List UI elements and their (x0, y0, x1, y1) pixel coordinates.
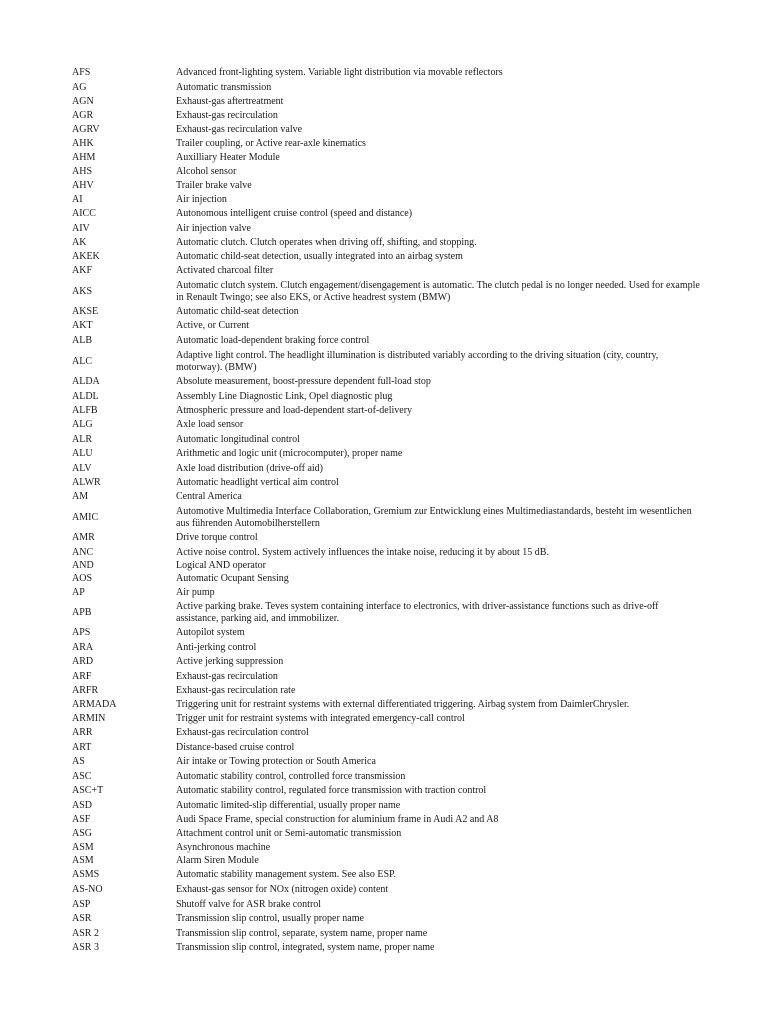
abbreviation: ASMS (72, 869, 100, 880)
glossary-row (72, 669, 702, 684)
abbreviation: AIV (72, 222, 90, 234)
abbreviation: AKT (72, 320, 93, 331)
definition: Transmission slip control, usually proper name (176, 913, 364, 924)
definition: Automatic longitudinal control (176, 433, 300, 445)
definition: Trailer coupling, or Active rear-axle kinematics (176, 138, 366, 149)
glossary-row (72, 531, 702, 545)
definition: Exhaust-gas recirculation (176, 670, 278, 682)
glossary-row (72, 572, 702, 586)
abbreviation: ART (72, 741, 92, 753)
abbreviation: ASD (72, 799, 93, 811)
abbreviation: ARMIN (72, 713, 106, 724)
abbreviation: ALDL (72, 390, 99, 402)
glossary-row (72, 855, 702, 867)
glossary-row (72, 867, 702, 883)
abbreviation: AP (72, 587, 85, 598)
glossary-row (72, 698, 702, 712)
glossary-row (72, 207, 702, 221)
abbreviation: AHV (72, 180, 94, 191)
abbreviation: ALU (72, 448, 93, 459)
definition: Exhaust-gas sensor for NOx (nitrogen oxide) content (176, 884, 389, 895)
abbreviation: ASF (72, 814, 91, 825)
glossary-row (72, 95, 702, 109)
glossary-row (72, 941, 702, 954)
definition: Exhaust-gas recirculation control (176, 727, 309, 738)
abbreviation: AGRV (72, 124, 100, 135)
abbreviation: ASG (72, 828, 93, 839)
abbreviation: AKS (72, 285, 93, 297)
definition: Automatic clutch system. Clutch engagement/disengagement is automatic. The clutch pedal is no longer needed. Used for example in Renault Twingo; see also EKS, or Active headrest system (BMW) (176, 279, 700, 303)
glossary-row (72, 418, 702, 432)
definition: Axle load distribution (drive-off aid) (176, 462, 324, 474)
definition: Automatic limited-slip differential, usually proper name (176, 799, 401, 811)
abbreviation: ARF (72, 670, 92, 682)
definition: Automotive Multimedia Interface Collaboration, Gremium zur Entwicklung eines Multimediastandards, besteht im wesentlichen aus führenden Automobilherstellern (176, 505, 692, 529)
glossary-row (72, 264, 702, 278)
glossary-body (72, 66, 702, 954)
abbreviation: AMR (72, 532, 95, 543)
glossary-row (72, 375, 702, 389)
abbreviation: ALC (72, 355, 92, 367)
abbreviation: ARD (72, 656, 94, 667)
definition: Arithmetic and logic unit (microcomputer), proper name (176, 448, 403, 459)
glossary-row (72, 404, 702, 418)
glossary-row (72, 80, 702, 95)
abbreviation: ASC (72, 770, 92, 782)
abbreviation: AOS (72, 573, 93, 584)
definition: Air pump (176, 587, 215, 598)
definition: Adaptive light control. The headlight illumination is distributed variably according to the driving situation (city, country, motorway). (BMW) (176, 349, 659, 373)
abbreviation: ARFR (72, 685, 99, 696)
glossary-table (72, 66, 702, 954)
definition: Active, or Current (176, 320, 250, 331)
glossary-row (72, 926, 702, 941)
definition: Asynchronous machine (176, 842, 271, 853)
glossary-row (72, 278, 702, 305)
definition: Distance-based cruise control (176, 741, 295, 753)
definition: Activated charcoal filter (176, 265, 274, 276)
definition: Air injection (176, 194, 227, 205)
glossary-row (72, 600, 702, 626)
abbreviation: AK (72, 237, 87, 248)
abbreviation: AFS (72, 67, 91, 78)
definition: Active jerking suppression (176, 656, 284, 667)
glossary-row (72, 164, 702, 179)
definition: Atmospheric pressure and load-dependent start-of-delivery (176, 405, 413, 416)
glossary-row (72, 447, 702, 461)
definition: Absolute measurement, boost-pressure dependent full-load stop (176, 376, 431, 387)
definition: Audi Space Frame, special construction for aluminium frame in Audi A2 and A8 (176, 814, 499, 825)
glossary-row (72, 461, 702, 476)
abbreviation: AS-NO (72, 884, 103, 895)
abbreviation: AI (72, 194, 83, 205)
definition: Air injection valve (176, 222, 251, 234)
abbreviation: ARA (72, 641, 94, 653)
glossary-row (72, 655, 702, 669)
glossary-row (72, 712, 702, 726)
glossary-row (72, 123, 702, 137)
abbreviation: AGN (72, 96, 94, 107)
glossary-row (72, 476, 702, 490)
glossary-row (72, 221, 702, 236)
abbreviation: ALWR (72, 477, 101, 488)
abbreviation: AM (72, 491, 89, 502)
abbreviation: AS (72, 756, 85, 767)
abbreviation: ASR 3 (72, 941, 99, 953)
abbreviation: ANC (72, 546, 94, 558)
abbreviation: ALG (72, 419, 93, 430)
abbreviation: AKSE (72, 306, 99, 317)
abbreviation: ASR (72, 913, 92, 924)
abbreviation: ASC+T (72, 785, 104, 796)
abbreviation: ALFB (72, 405, 98, 416)
glossary-row (72, 432, 702, 447)
definition: Axle load sensor (176, 419, 244, 430)
definition: Trigger unit for restraint systems with integrated emergency-call control (176, 713, 465, 724)
glossary-row (72, 193, 702, 207)
abbreviation: ALV (72, 462, 92, 474)
definition: Automatic child-seat detection, usually integrated into an airbag system (176, 251, 463, 262)
definition: Auxilliary Heater Module (176, 151, 280, 163)
definition: Alcohol sensor (176, 165, 237, 177)
definition: Exhaust-gas recirculation valve (176, 124, 303, 135)
definition: Active parking brake. Teves system containing interface to electronics, with driver-assistance functions such as drive-off assistance, parking aid, and immobilizer. (176, 601, 659, 624)
glossary-row (72, 798, 702, 813)
glossary-row (72, 250, 702, 264)
definition: Transmission slip control, integrated, system name, proper name (176, 941, 435, 953)
glossary-row (72, 319, 702, 333)
abbreviation: AKF (72, 265, 93, 276)
glossary-row (72, 784, 702, 798)
abbreviation: AMIC (72, 511, 99, 523)
definition: Alarm Siren Module (176, 855, 259, 866)
definition: Autonomous intelligent cruise control (speed and distance) (176, 208, 413, 219)
definition: Automatic Ocupant Sensing (176, 573, 289, 584)
abbreviation: APB (72, 607, 92, 618)
definition: Anti-jerking control (176, 641, 257, 653)
definition: Central America (176, 491, 242, 502)
definition: Active noise control. System actively influences the intake noise, reducing it by about 15 dB. (176, 546, 549, 558)
glossary-row (72, 640, 702, 655)
definition: Automatic load-dependent braking force control (176, 334, 370, 346)
definition: Automatic stability control, controlled force transmission (176, 770, 406, 782)
abbreviation: ARMADA (72, 699, 117, 710)
glossary-row (72, 545, 702, 560)
glossary-row (72, 490, 702, 504)
definition: Triggering unit for restraint systems with external differentiated triggering. Airbag system from DaimlerChrysler. (176, 699, 630, 710)
glossary-row (72, 740, 702, 755)
glossary-row (72, 109, 702, 123)
abbreviation: AKEK (72, 251, 100, 262)
glossary-row (72, 827, 702, 841)
glossary-row (72, 504, 702, 531)
abbreviation: ASP (72, 898, 91, 910)
glossary-row (72, 841, 702, 855)
definition: Automatic clutch. Clutch operates when driving off, shifting, and stopping. (176, 237, 477, 248)
glossary-row (72, 883, 702, 897)
glossary-row (72, 912, 702, 926)
abbreviation: AICC (72, 208, 96, 219)
definition: Automatic transmission (176, 81, 272, 93)
definition: Air intake or Towing protection or South America (176, 756, 376, 767)
definition: Trailer brake valve (176, 180, 252, 191)
definition: Assembly Line Diagnostic Link, Opel diagnostic plug (176, 390, 393, 402)
glossary-row (72, 179, 702, 193)
abbreviation: AGR (72, 110, 94, 121)
definition: Exhaust-gas recirculation rate (176, 685, 296, 696)
glossary-row (72, 626, 702, 640)
glossary-row (72, 137, 702, 151)
definition: Automatic child-seat detection (176, 306, 299, 317)
abbreviation: ARR (72, 727, 93, 738)
glossary-row (72, 813, 702, 827)
definition: Automatic headlight vertical aim control (176, 477, 339, 488)
definition: Drive torque control (176, 532, 258, 543)
glossary-row (72, 348, 702, 375)
glossary-row (72, 560, 702, 572)
definition: Automatic stability management system. See also ESP. (176, 869, 396, 880)
glossary-row (72, 389, 702, 404)
glossary-row (72, 586, 702, 600)
definition: Automatic stability control, regulated force transmission with traction control (176, 785, 487, 796)
glossary-row (72, 236, 702, 250)
glossary-row (72, 305, 702, 319)
glossary-row (72, 684, 702, 698)
abbreviation: ASR 2 (72, 927, 99, 939)
definition: Shutoff valve for ASR brake control (176, 898, 322, 910)
definition: Autopilot system (176, 627, 245, 638)
glossary-row (72, 769, 702, 784)
glossary-row (72, 897, 702, 912)
glossary-row (72, 333, 702, 348)
definition: Exhaust-gas recirculation (176, 110, 278, 121)
abbreviation: AND (72, 560, 94, 571)
abbreviation: AG (72, 81, 87, 93)
abbreviation: AHM (72, 151, 96, 163)
definition: Attachment control unit or Semi-automatic transmission (176, 828, 402, 839)
abbreviation: AHS (72, 165, 93, 177)
abbreviation: ASM (72, 842, 94, 853)
abbreviation: ASM (72, 855, 94, 866)
definition: Exhaust-gas aftertreatment (176, 96, 284, 107)
abbreviation: ALR (72, 433, 92, 445)
definition: Advanced front-lighting system. Variable light distribution via movable reflectors (176, 67, 503, 78)
glossary-row (72, 726, 702, 740)
glossary-row (72, 755, 702, 769)
abbreviation: APS (72, 627, 91, 638)
definition: Logical AND operator (176, 560, 266, 571)
abbreviation: AHK (72, 138, 94, 149)
abbreviation: ALDA (72, 376, 100, 387)
glossary-row (72, 66, 702, 80)
abbreviation: ALB (72, 334, 92, 346)
definition: Transmission slip control, separate, system name, proper name (176, 927, 428, 939)
glossary-row (72, 151, 702, 164)
